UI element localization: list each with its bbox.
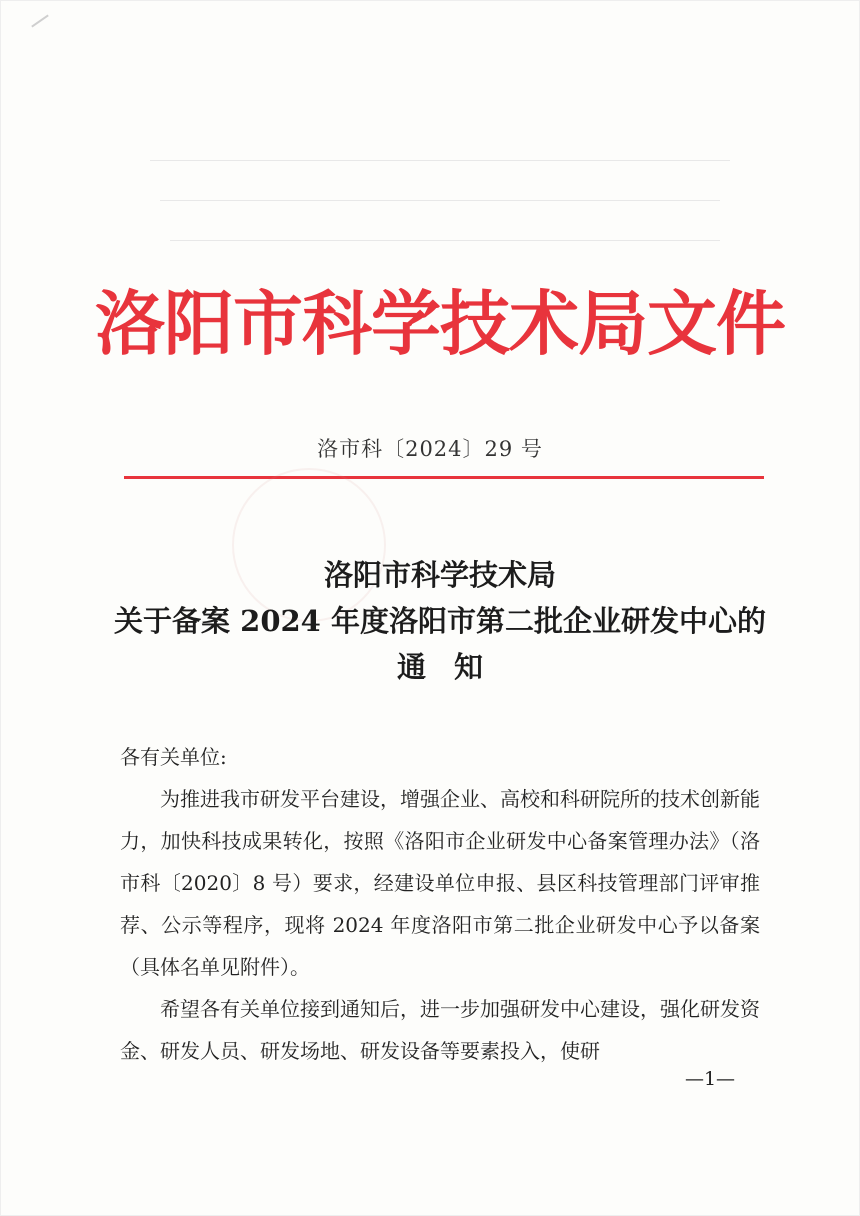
issuer-masthead: 洛阳市科学技术局文件: [95, 282, 785, 365]
body-paragraph-1: 为推进我市研发平台建设，增强企业、高校和科研院所的技术创新能力，加快科技成果转化，按照《洛阳市企业研发中心备案管理办法》（洛市科〔2020〕8 号）要求，经建设单位申报、县区科技管理部门评审推荐、公示等程序，现将 2024 年度洛阳市第二批企业研发中心予以备案（具体名单见附件）。: [120, 787, 760, 979]
page-number: —1—: [684, 1068, 736, 1090]
red-divider-rule: [124, 476, 764, 479]
show-through-line: [160, 200, 720, 201]
body-paragraph-2: 希望各有关单位接到通知后，进一步加强研发中心建设，强化研发资金、研发人员、研发场地、研发设备等要素投入，使研: [120, 997, 760, 1063]
salutation: 各有关单位:: [120, 745, 227, 769]
show-through-line: [170, 240, 720, 241]
title-line-notice: 通知: [396, 650, 511, 684]
scan-artifact: [31, 14, 49, 27]
document-body: [120, 736, 760, 1072]
document-number: 洛市科〔2024〕29 号: [317, 437, 543, 461]
title-line-subject: 关于备案 2024 年度洛阳市第二批企业研发中心的: [114, 604, 766, 638]
document-title: [100, 552, 780, 690]
title-line-issuer: 洛阳市科学技术局: [323, 558, 556, 592]
show-through-line: [150, 160, 730, 161]
